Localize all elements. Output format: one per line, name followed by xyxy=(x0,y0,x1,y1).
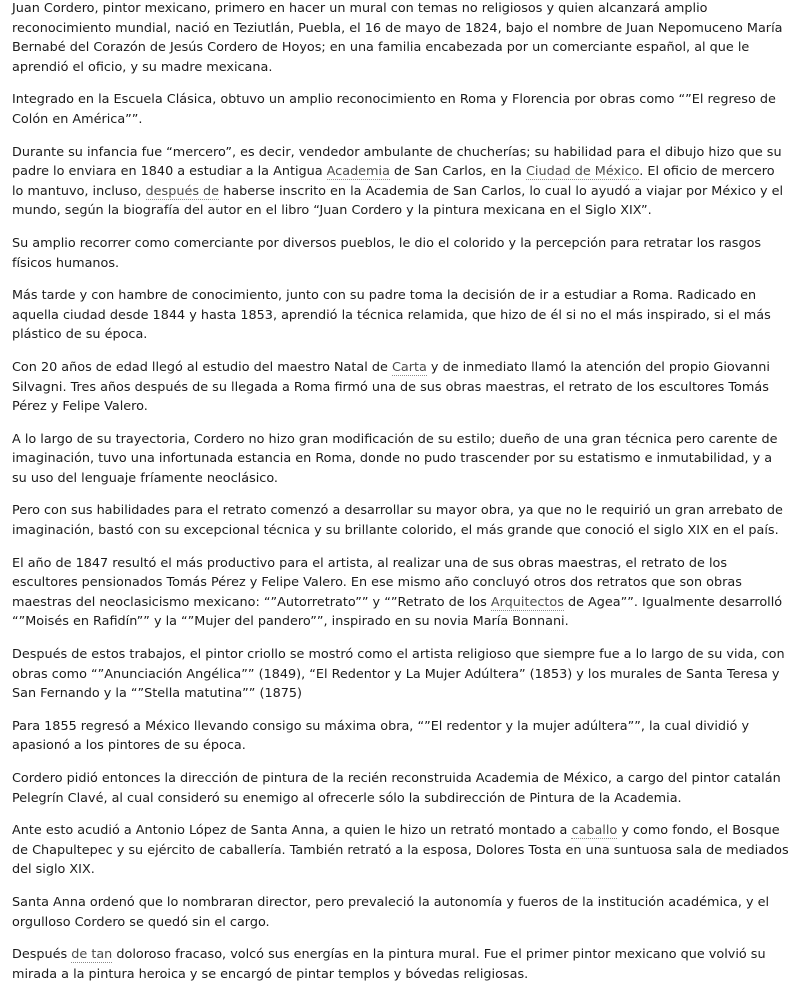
paragraph-text: Durante su infancia fue “mercero”, es decir, vendedor ambulante de chucherías; su habilidad para el dibujo hizo que su padre lo enviara en 1840 a estudiar a la Antigua xyxy=(12,144,782,180)
paragraph-text: Integrado en la Escuela Clásica, obtuvo un amplio reconocimiento en Roma y Florencia por obras como “”El regreso de Colón en América””. xyxy=(12,92,776,127)
paragraph-text: Juan Cordero, pintor mexicano, primero en hacer un mural con temas no religiosos y quien alcanzará amplio reconocimiento mundial, nació en Teziutlán, Puebla, el 16 de mayo de 1824, bajo el nombre de Juan Nepomuceno María Bernabé del Corazón de Jesús Cordero de Hoyos; en una familia encabezada por un comerciante español, al que le aprendió el oficio, y su madre mexicana. xyxy=(12,1,783,75)
paragraph-text: Con 20 años de edad llegó al estudio del maestro Natal de xyxy=(12,359,392,375)
paragraph-1 xyxy=(12,0,789,77)
paragraph-7 xyxy=(12,430,789,489)
paragraph-12 xyxy=(12,769,789,808)
paragraph-3 xyxy=(12,143,789,221)
paragraph-15 xyxy=(12,945,789,984)
paragraph-text: A lo largo de su trayectoria, Cordero no hizo gran modificación de su estilo; dueño de una gran técnica pero carente de imaginación, tuvo una infortunada estancia en Roma, donde no pudo trascender por su estatismo e inmutabilidad, y a su uso del lenguaje fríamente neoclásico. xyxy=(12,431,778,486)
link-caballo[interactable]: caballo xyxy=(571,823,618,839)
paragraph-10 xyxy=(12,645,789,704)
paragraph-text: Para 1855 regresó a México llevando consigo su máxima obra, “”El redentor y la mujer adúltera””, la cual dividió y apasionó a los pintores de su época. xyxy=(12,718,750,754)
paragraph-text: Ante esto acudió a Antonio López de Santa Anna, a quien le hizo un retrató montado a xyxy=(12,823,572,839)
paragraph-text: El año de 1847 resultó el más productivo para el artista, al realizar una de sus obras maestras, el retrato de los escultores pensionados Tomás Pérez y Felipe Valero. En ese mismo año concluyó otros dos retratos que son obras maestras del neoclasicismo mexicano: “”Autorretrato”” y “”Retrato de los xyxy=(12,555,742,610)
paragraph-2 xyxy=(12,90,789,129)
paragraph-text: Su amplio recorrer como comerciante por diversos pueblos, le dio el colorido y la percepción para retratar los rasgos físicos humanos. xyxy=(12,235,762,271)
link-de-tan[interactable]: de tan xyxy=(71,947,113,963)
paragraph-11 xyxy=(12,717,789,756)
link-despues-de[interactable]: después de xyxy=(145,183,220,199)
paragraph-6 xyxy=(12,358,789,417)
paragraph-text: Cordero pidió entonces la dirección de pintura de la recién reconstruida Academia de México, a cargo del pintor catalán Pelegrín Clavé, al cual consideró su enemigo al ofrecerle sólo la subdirección de Pintura de la Academia. xyxy=(12,771,781,806)
paragraph-text: y de inmediato llamó la atención del propio Giovanni Silvagni. Tres años después de su llegada a Roma firmó una de sus obras maestras, el retrato de los escultores Tomás Pérez y Felipe Valero. xyxy=(12,359,770,415)
paragraph-text: Más tarde y con hambre de conocimiento, junto con su padre toma la decisión de ir a estudiar a Roma. Radicado en aquella ciudad desde 1844 y hasta 1853, aprendió la técnica relamida, que hizo de él si no el más inspirado, si el más plástico de su época. xyxy=(12,288,771,343)
paragraph-text: . El oficio de mercero lo mantuvo, incluso, xyxy=(12,164,775,199)
paragraph-text: de San Carlos, en la xyxy=(389,164,526,180)
paragraph-13 xyxy=(12,821,789,880)
paragraph-text: Pero con sus habilidades para el retrato comenzó a desarrollar su mayor obra, ya que no le requirió un gran arrebato de imaginación, bastó con su excepcional técnica y su brillante colorido, el más grande que conoció el siglo XIX en el país. xyxy=(12,503,783,539)
paragraph-text: haberse inscrito en la Academia de San Carlos, lo cual lo ayudó a viajar por México y el mundo, según la biografía del autor en el libro “Juan Cordero y la pintura mexicana en el Siglo XIX”. xyxy=(12,183,784,219)
paragraph-8 xyxy=(12,501,789,540)
paragraph-text: Santa Anna ordenó que lo nombraran director, pero prevaleció la autonomía y fueros de la institución académica, y el orgulloso Cordero se quedó sin el cargo. xyxy=(12,894,770,930)
link-ciudad-de-mexico[interactable]: Ciudad de México xyxy=(525,164,640,180)
link-carta[interactable]: Carta xyxy=(391,359,427,375)
paragraph-4 xyxy=(12,234,789,273)
link-arquitectos[interactable]: Arquitectos xyxy=(490,594,564,610)
link-academia[interactable]: Academia xyxy=(326,164,390,180)
paragraph-text: doloroso fracaso, volcó sus energías en la pintura mural. Fue el primer pintor mexicano que volvió su mirada a la pintura heroica y se encargó de pintar templos y bóvedas religiosas. xyxy=(12,947,766,982)
paragraph-text: Después xyxy=(12,947,72,963)
paragraph-5 xyxy=(12,286,789,345)
paragraph-text: y como fondo, el Bosque de Chapultepec y su ejército de caballería. También retrató a la esposa, Dolores Tosta en una suntuosa sala de mediados del siglo XIX. xyxy=(12,823,789,878)
paragraph-14 xyxy=(12,893,789,932)
paragraph-text: Después de estos trabajos, el pintor criollo se mostró como el artista religioso que siempre fue a lo largo de su vida, con obras como “”Anunciación Angélica”” (1849), “El Redentor y La Mujer Adúltera” (1853) y los murales de Santa Teresa y San Fernando y la “”Stella matutina”” (1875) xyxy=(12,647,785,702)
paragraph-9 xyxy=(12,554,789,632)
paragraph-text: de Agea””. Igualmente desarrolló “”Moisés en Rafidín”” y la “”Mujer del pandero””, inspirado en su novia María Bonnani. xyxy=(12,594,783,630)
